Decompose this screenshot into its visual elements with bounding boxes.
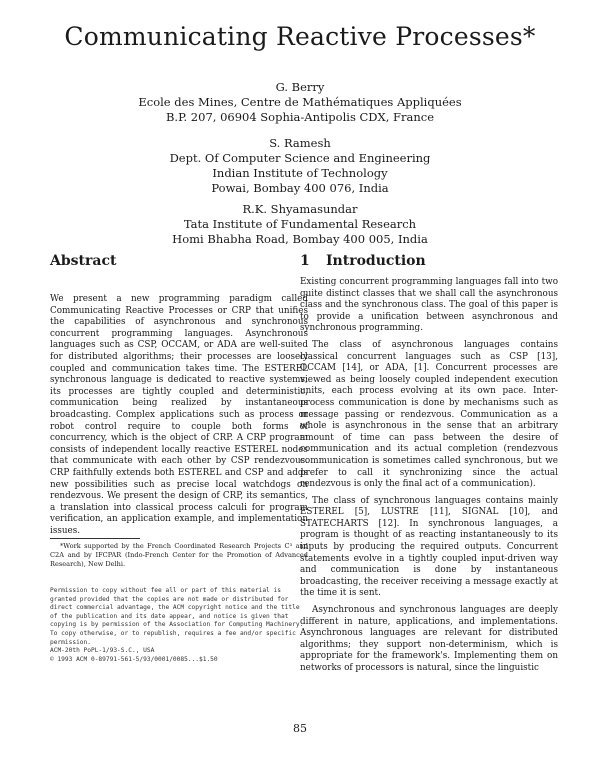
section-title: Introduction <box>326 253 426 269</box>
intro-paragraph: The class of asynchronous languages contains classical concurrent languages such as CSP [13], OCCAM [14], or ADA, [1]. Concurrent processes are viewed as being loosely coupled independent execution units, each process evolving at its own pace. Inter-process communication is done by mechanisms such as message passing or rendezvous. Communication as a whole is asynchronous in the sense that an arbitrary amount of time can pass between the desire of communication and its actual completion (rendezvous communication is sometimes called synchronous, but we prefer to call it synchronizing since the actual rendezvous is only the final act of a communication). <box>300 339 558 490</box>
introduction-heading <box>300 252 426 270</box>
author-affiliation-line: Homi Bhabha Road, Bombay 400 005, India <box>172 232 428 246</box>
abstract-text: We present a new programming paradigm called Communicating Reactive Processes or CRP that unifies the capabilities of asynchronous and synchronous concurrent programming languages. Asynchronous languages such as CSP, OCCAM, or ADA are well-suited for distributed algorithms; their processes are loosely coupled and communication takes time. The ESTEREL synchronous language is dedicated to reactive systems; its processes are tightly coupled and deterministic, communication being realized by instantaneous broadcasting. Complex applications such as process or robot control require to couple both forms of concurrency, which is the object of CRP. A CRP program consists of independent locally reactive ESTEREL nodes that communicate with each other by CSP rendezvous. CRP faithfully extends both ESTEREL and CSP and adds new possibilities such as precise local watchdogs on rendezvous. We present the design of CRP, its semantics, a translation into classical process calculi for program verification, an application example, and implementation issues. <box>50 294 308 536</box>
abstract-heading: Abstract <box>50 253 117 269</box>
page-number: 85 <box>293 722 307 735</box>
paper-title: Communicating Reactive Processes* <box>64 22 536 51</box>
introduction-column <box>300 277 558 675</box>
author-affiliation-line: Dept. Of Computer Science and Engineering <box>169 151 431 165</box>
author-affiliation-line: B.P. 207, 06904 Sophia-Antipolis CDX, France <box>165 110 435 124</box>
intro-paragraph: The class of synchronous languages contains mainly ESTEREL [5], LUSTRE [11], SIGNAL [10], and STATECHARTS [12]. In synchronous languages, a program is thought of as reacting instantaneously to its inputs by producing the required outputs. Concurrent statements evolve in a tightly coupled input-driven way and communication is done by instantaneous broadcasting, the receiver receiving a message exactly at the time it is sent. <box>300 495 558 599</box>
author-affiliation-line: Powai, Bombay 400 076, India <box>211 181 389 195</box>
funding-footnote: *Work supported by the French Coordinated Research Projects C³ and C2A and by IFCPAR (Indo-French Center for the Promotion of Advanced Research), New Delhi. <box>50 542 308 568</box>
intro-paragraph: Asynchronous and synchronous languages are deeply different in nature, applications, and implementations. Asynchronous languages are relevant for distributed algorithms; they support non-determinism, which is appropriate for the framework's. Implementing them on networks of processors is natural, since the linguistic <box>300 605 558 673</box>
author-affiliation-line: Tata Institute of Fundamental Research <box>183 217 417 231</box>
author-affiliation-line: Indian Institute of Technology <box>212 166 388 180</box>
abstract-column <box>50 294 308 537</box>
permission-notice: Permission to copy without fee all or part of this material is granted provided that the copies are not made or distributed for direct commercial advantage, the ACM copyright notice and the title of the publication and its date appear, and notice is given that copying is by permission of the Association for Computing Machinery. To copy otherwise, or to republish, requires a fee and/or specific permission. <box>50 587 304 646</box>
author-berry <box>0 80 600 125</box>
conference-line: ACM-20th PoPL-1/93-S.C., USA <box>50 647 155 655</box>
footnote <box>50 542 308 569</box>
intro-paragraph: Existing concurrent programming languages fall into two quite distinct classes that we shall call the asynchronous class and the synchronous class. The goal of this paper is to provide a unification between asynchronous and synchronous programming. <box>300 277 558 334</box>
author-name: S. Ramesh <box>269 136 331 150</box>
copyright-notice <box>50 587 308 664</box>
author-affiliation-line: Ecole des Mines, Centre de Mathématiques Appliquées <box>138 95 462 109</box>
author-name: R.K. Shyamasundar <box>242 202 358 216</box>
author-name: G. Berry <box>275 80 325 94</box>
isbn-line: © 1993 ACM 0-89791-561-5/93/0001/0085...$1.50 <box>50 655 218 663</box>
author-ramesh <box>0 136 600 196</box>
author-shyamasundar <box>0 202 600 247</box>
footnote-rule <box>50 538 140 539</box>
section-number: 1 <box>300 253 310 269</box>
